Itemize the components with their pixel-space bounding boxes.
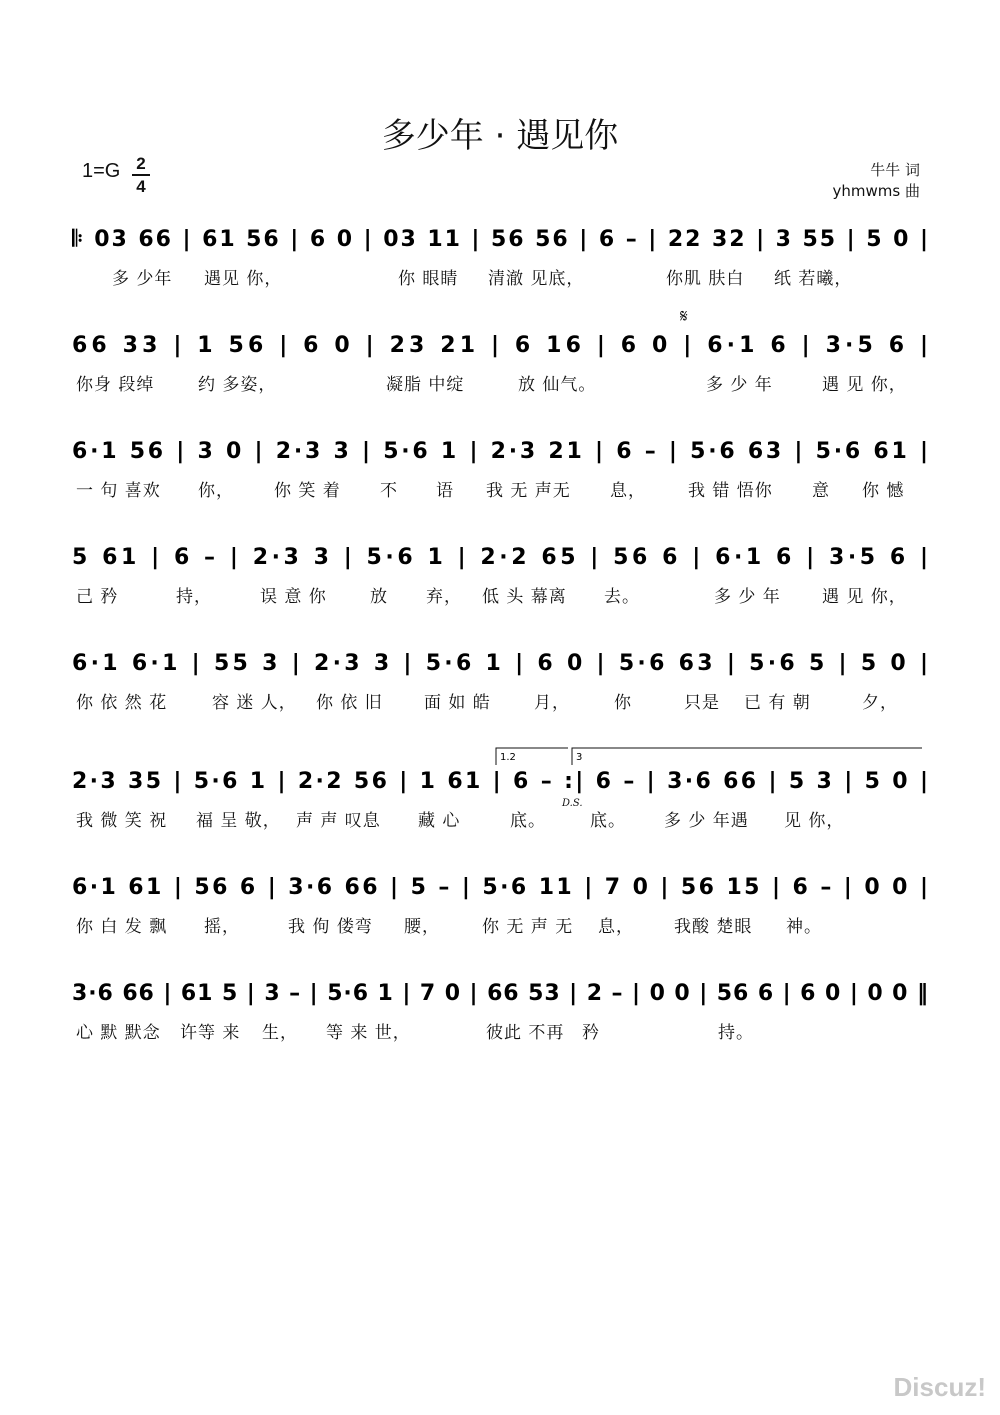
lyrics-line-1 (0, 264, 1000, 290)
lyric-phrase: 多 少 年 (714, 587, 781, 607)
lyric-phrase: 藏 心 (418, 811, 461, 831)
notation-line-2 (72, 326, 932, 366)
notation-line-1 (72, 220, 932, 260)
lyric-phrase: 纸 若曦， (774, 269, 853, 289)
lyric-phrase: 我 错 悟你 (688, 481, 773, 501)
lyric-phrase: 你 依 旧 (316, 693, 383, 713)
lyric-phrase: 你 白 发 飘 (76, 917, 168, 937)
segno-sign: 𝄋 (680, 306, 688, 327)
lyric-phrase: 容 迷 人， (212, 693, 297, 713)
time-signature-bottom: 4 (136, 177, 146, 196)
staff-system-3 (0, 432, 1000, 542)
lyric-phrase: 我酸 楚眼 (674, 917, 753, 937)
lyric-phrase: 你身 段绰 (76, 375, 155, 395)
lyric-phrase: 不 (380, 481, 398, 501)
lyric-phrase: 去。 (604, 587, 640, 607)
lyric-phrase: 意 (812, 481, 830, 501)
lyric-phrase: 息， (598, 917, 634, 937)
lyric-phrase: 凝脂 中绽 (386, 375, 465, 395)
lyric-phrase: 一 句 喜欢 (76, 481, 161, 501)
staff-system-4 (0, 538, 1000, 648)
lyric-phrase: 遇 见 你， (822, 375, 907, 395)
lyrics-line-4 (0, 582, 1000, 608)
lyric-phrase: 持， (176, 587, 212, 607)
lyric-phrase: 矜 (582, 1023, 600, 1043)
lyrics-line-8 (0, 1018, 1000, 1044)
composer-credit: yhmwms 曲 (832, 182, 920, 200)
notation-line-7 (72, 868, 932, 908)
notation-text: 6·1 56 | 3 0 | 2·3 3 | 5·6 1 | 2·3 21 | 6 – | 5·6 63 | 5·6 61 | (72, 439, 928, 464)
lyric-phrase: 我 无 声无 (486, 481, 571, 501)
lyric-phrase: 弃， (426, 587, 462, 607)
staff-system-7 (0, 868, 1000, 978)
lyric-phrase: 你肌 肤白 (666, 269, 745, 289)
lyric-phrase: 你 笑 着 (274, 481, 341, 501)
key-signature: 1=G (82, 160, 121, 182)
lyric-phrase: 你 依 然 花 (76, 693, 168, 713)
lyric-phrase: 多 少 年 (706, 375, 773, 395)
notation-line-6 (72, 762, 932, 802)
notation-text: 𝄆 03 66 | 61 56 | 6 0 | 03 11 | 56 56 | 6 – | 22 32 | 3 55 | 5 0 | (72, 227, 929, 252)
lyric-phrase: 腰， (404, 917, 440, 937)
lyric-phrase: 息， (610, 481, 646, 501)
lyric-phrase: 遇见 你， (204, 269, 283, 289)
lyrics-line-7 (0, 912, 1000, 938)
notation-line-8 (72, 974, 932, 1014)
staff-system-2 (0, 326, 1000, 436)
notation-text: 66 33 | 1 56 | 6 0 | 23 21 | 6 16 | 6 0 | 6·1 6 | 3·5 6 | (72, 333, 928, 358)
lyric-phrase: 底。 (590, 811, 626, 831)
lyric-phrase: 福 呈 敬， (196, 811, 281, 831)
lyric-phrase: 只是 (684, 693, 720, 713)
volta-1-label: 1.2 (500, 752, 516, 763)
notation-text: 3·6 66 | 61 5 | 3 – | 5·6 1 | 7 0 | 66 53 | 2 – | 0 0 | 56 6 | 6 0 | 0 0 ‖ (72, 981, 928, 1006)
lyrics-line-2 (0, 370, 1000, 396)
lyric-phrase: 约 多姿， (198, 375, 277, 395)
lyric-phrase: 放 仙气。 (518, 375, 597, 395)
lyric-phrase: 生， (262, 1023, 298, 1043)
staff-system-6 (0, 762, 1000, 872)
lyrics-line-3 (0, 476, 1000, 502)
dal-segno-mark: D.S. (562, 798, 583, 809)
watermark: Discuz! (893, 1372, 986, 1402)
notation-text: 6·1 61 | 56 6 | 3·6 66 | 5 – | 5·6 11 | 7 0 | 56 15 | 6 – | 0 0 | (72, 875, 928, 900)
lyric-phrase: 心 默 默念 (76, 1023, 161, 1043)
notation-line-3 (72, 432, 932, 472)
lyric-phrase: 神。 (786, 917, 822, 937)
lyric-phrase: 低 头 幕离 (482, 587, 567, 607)
lyric-phrase: 放 (370, 587, 388, 607)
lyrics-line-6 (0, 806, 1000, 832)
lyric-phrase: 我 微 笑 祝 (76, 811, 168, 831)
notation-line-5 (72, 644, 932, 684)
lyricist-credit: 牛牛 词 (870, 161, 920, 179)
lyric-phrase: 你 无 声 无 (482, 917, 574, 937)
lyric-phrase: 语 (436, 481, 454, 501)
lyric-phrase: 你 眼睛 (398, 269, 459, 289)
lyric-phrase: 清澈 见底， (488, 269, 585, 289)
lyric-phrase: 你 (614, 693, 632, 713)
notation-text: 2·3 35 | 5·6 1 | 2·2 56 | 1 61 | 6 – :| 6 – | 3·6 66 | 5 3 | 5 0 | (72, 769, 929, 794)
lyric-phrase: 夕， (862, 693, 898, 713)
lyric-phrase: 你， (198, 481, 234, 501)
notation-text: 5 61 | 6 – | 2·3 3 | 5·6 1 | 2·2 65 | 56 6 | 6·1 6 | 3·5 6 | (72, 545, 928, 570)
lyric-phrase: 己 矜 (76, 587, 119, 607)
lyric-phrase: 底。 (510, 811, 546, 831)
staff-system-5 (0, 644, 1000, 754)
notation-line-4 (72, 538, 932, 578)
lyric-phrase: 误 意 你 (260, 587, 327, 607)
lyric-phrase: 持。 (718, 1023, 754, 1043)
lyric-phrase: 月， (534, 693, 570, 713)
lyric-phrase: 多 少年 (112, 269, 173, 289)
notation-text: 6·1 6·1 | 55 3 | 2·3 3 | 5·6 1 | 6 0 | 5·6 63 | 5·6 5 | 5 0 | (72, 651, 928, 676)
lyric-phrase: 面 如 皓 (424, 693, 491, 713)
lyric-phrase: 声 声 叹息 (296, 811, 381, 831)
lyric-phrase: 已 有 朝 (744, 693, 811, 713)
staff-system-8 (0, 974, 1000, 1084)
staff-system-1 (0, 220, 1000, 330)
lyric-phrase: 见 你， (784, 811, 845, 831)
lyric-phrase: 等 来 世， (326, 1023, 411, 1043)
time-signature-top: 2 (136, 154, 146, 173)
lyric-phrase: 多 少 年遇 (664, 811, 749, 831)
volta-2-label: 3 (576, 752, 583, 763)
song-title: 多少年 · 遇见你 (381, 116, 619, 156)
time-signature (132, 154, 150, 196)
lyrics-line-5 (0, 688, 1000, 714)
lyric-phrase: 你 憾 (862, 481, 905, 501)
lyric-phrase: 遇 见 你， (822, 587, 907, 607)
lyric-phrase: 许等 来 (180, 1023, 241, 1043)
lyric-phrase: 彼此 不再 (486, 1023, 565, 1043)
lyric-phrase: 摇， (204, 917, 240, 937)
lyric-phrase: 我 佝 偻弯 (288, 917, 373, 937)
